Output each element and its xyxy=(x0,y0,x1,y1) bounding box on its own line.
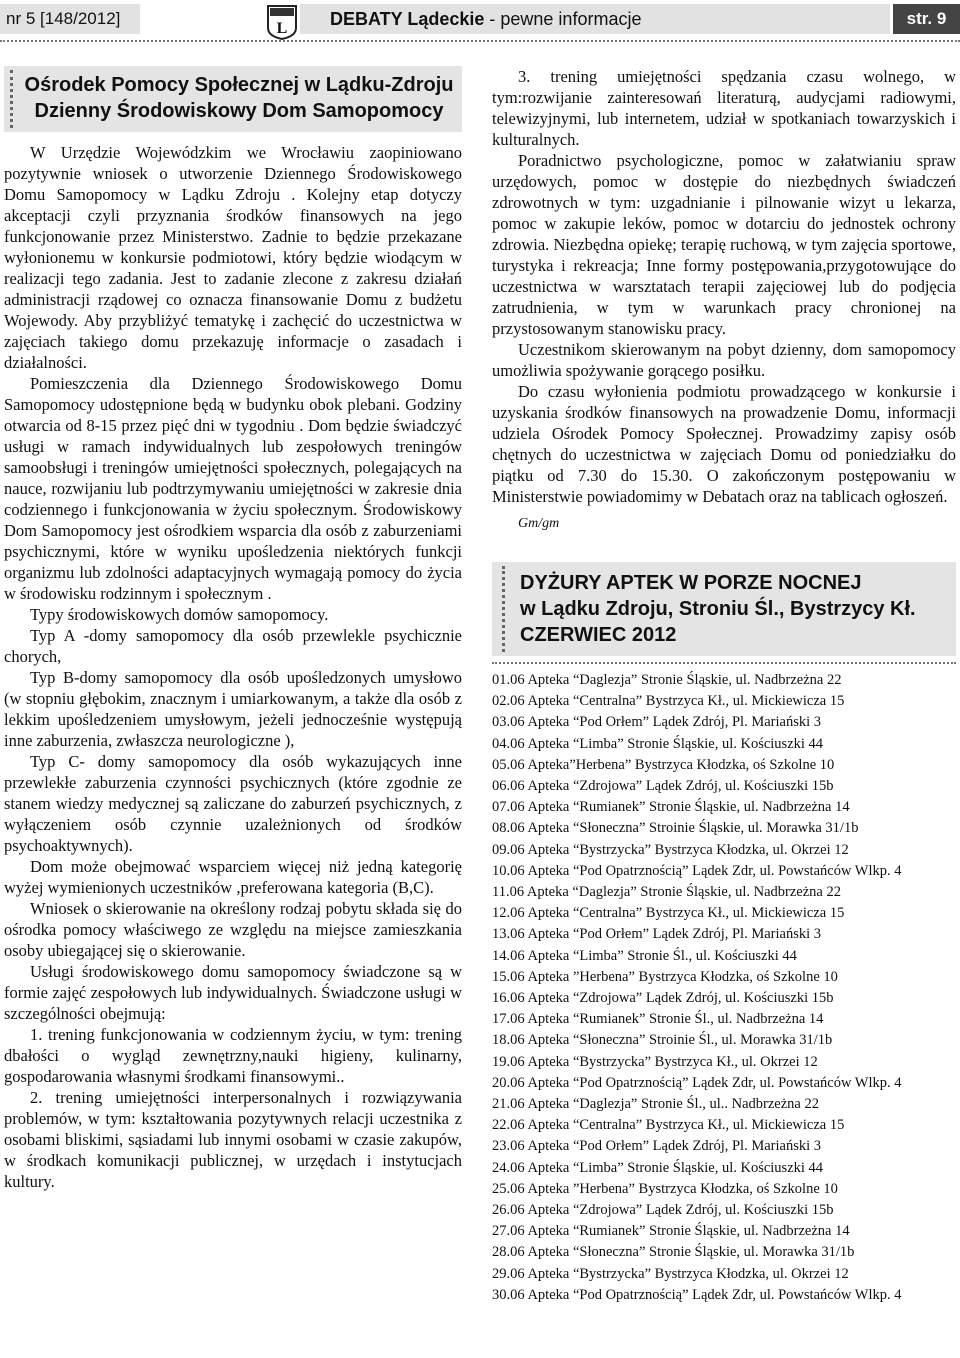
article-body-left xyxy=(4,142,462,1192)
pharmacy-entry: 21.06 Apteka “Daglezja” Stronie Śl., ul.. Nadbrzeżna 22 xyxy=(492,1096,819,1113)
page-number: str. 9 xyxy=(893,4,960,34)
header-divider xyxy=(0,40,960,42)
title-rest: - pewne informacje xyxy=(484,9,642,29)
pharmacy-entry: 29.06 Apteka “Bystrzycka” Bystrzyca Kłodzka, ul. Okrzei 12 xyxy=(492,1265,849,1282)
pharmacy-entry: 05.06 Apteka”Herbena” Bystrzyca Kłodzka, oś Szkolne 10 xyxy=(492,756,835,773)
pharmacy-entry: 27.06 Apteka “Rumianek” Stronie Śląskie, ul. Nadbrzeżna 14 xyxy=(492,1223,850,1240)
newspaper-logo xyxy=(265,2,299,40)
pharmacy-entry: 18.06 Apteka “Słoneczna” Stroinie Śl., ul. Morawka 31/1b xyxy=(492,1032,833,1049)
pharmacy-entry: 30.06 Apteka “Pod Opatrznością” Lądek Zdr, ul. Powstańców Wlkp. 4 xyxy=(492,1286,902,1303)
article-paragraph: Wniosek o skierowanie na określony rodzaj pobytu składa się do ośrodka pomocy właściwego ze względu na miejsce zamieszkania osoby ubiegającej się o skierowanie. xyxy=(4,899,462,960)
article-paragraph: Do czasu wyłonienia podmiotu prowadzącego w konkursie i uzyskania środków finansowych na prowadzenie Domu, informacji udziela Ośrodek Pomocy Społecznej. Prowadzimy zapisy osób chętnych do uczestnictwa w zajęciach Domu od poniedziałku do piątku od 7.30 do 15.30. O zakończonym postępowaniu w Ministerstwie powiadomimy w Debatach oraz na tablicach ogłoszeń. xyxy=(492,382,956,506)
pharmacy-entry: 17.06 Apteka “Rumianek” Stronie Śl., ul. Nadbrzeżna 14 xyxy=(492,1011,824,1028)
newspaper-title xyxy=(300,4,890,34)
pharmacy-entry: 10.06 Apteka “Pod Opatrznością” Lądek Zdr, ul. Powstańców Wlkp. 4 xyxy=(492,862,902,879)
logo-letter: L xyxy=(276,20,288,37)
pharmacy-duty-list xyxy=(492,670,956,1306)
pharmacy-entry: 02.06 Apteka “Centralna” Bystrzyca Kł., ul. Mickiewicza 15 xyxy=(492,693,845,710)
pharmacy-entry: 26.06 Apteka “Zdrojowa” Lądek Zdrój, ul. Kościuszki 15b xyxy=(492,1202,834,1219)
article-paragraph: 1. trening funkcjonowania w codziennym życiu, w tym: trening dbałości o wygląd zewnętrzny,nauki higieny, kulinarny, gospodarowania własnymi środkami finansowymi.. xyxy=(4,1025,462,1086)
pharmacy-entry: 22.06 Apteka “Centralna” Bystrzyca Kł., ul. Mickiewicza 15 xyxy=(492,1117,845,1134)
article-title-line1: Ośrodek Pomocy Społecznej w Lądku-Zdroju xyxy=(24,74,454,96)
pharmacy-entry: 13.06 Apteka “Pod Orłem” Lądek Zdrój, Pl. Mariański 3 xyxy=(492,926,822,943)
right-column xyxy=(492,66,956,1306)
pharmacy-entry: 19.06 Apteka “Bystrzycka” Bystrzyca Kł., ul. Okrzei 12 xyxy=(492,1053,818,1070)
issue-number: nr 5 [148/2012] xyxy=(0,4,140,34)
article-body-right xyxy=(492,66,956,507)
page-header xyxy=(0,0,960,46)
pharmacy-entry: 16.06 Apteka “Zdrojowa” Lądek Zdrój, ul. Kościuszki 15b xyxy=(492,990,834,1007)
article-paragraph: Pomieszczenia dla Dziennego Środowiskowego Domu Samopomocy udostępnione będą w budynku obok plebani. Godziny otwarcia od 8-15 przez pięć dni w tygodniu . Dom będzie świadczyć usługi w ramach indywidualnych lub zespołowych treningów samoobsługi i treningów umiejętności społecznych, polegających na nauce, rozwijaniu lub podtrzymywaniu umiejętności w zakresie dnia codziennego i funkcjonowania w życiu społecznym. Środowiskowy Dom Samopomocy jest ośrodkiem wsparcia dla osób z zaburzeniami psychicznymi, które w wyniku upośledzenia niektórych funkcji organizmu lub zdolności adaptacyjnych wymagają pomocy do życia w środowisku rodzinnym i społecznym . xyxy=(4,374,462,603)
pharmacy-title-line2: w Lądku Zdroju, Stroniu Śl., Bystrzycy Kł. xyxy=(520,598,916,620)
pharmacy-entry: 24.06 Apteka “Limba” Stronie Śląskie, ul. Kościuszki 44 xyxy=(492,1159,824,1176)
article-paragraph: Dom może obejmować wsparciem więcej niż jedną kategorię wyżej wymienionych uczestników ,preferowana kategoria (B,C). xyxy=(4,857,462,897)
article-signature: Gm/gm xyxy=(518,516,560,531)
pharmacy-entry: 01.06 Apteka “Daglezja” Stronie Śląskie, ul. Nadbrzeżna 22 xyxy=(492,672,842,688)
pharmacy-entry: 25.06 Apteka ”Herbena” Bystrzyca Kłodzka, oś Szkolne 10 xyxy=(492,1180,838,1197)
title-bold: DEBATY Lądeckie xyxy=(330,9,485,29)
pharmacy-entry: 14.06 Apteka “Limba” Stronie Śl., ul. Kościuszki 44 xyxy=(492,947,797,964)
article-paragraph: Uczestnikom skierowanym na pobyt dzienny, dom samopomocy umożliwia spożywanie gorącego posiłku. xyxy=(492,340,956,380)
pharmacy-title-line3: CZERWIEC 2012 xyxy=(520,624,677,646)
article-paragraph: Usługi środowiskowego domu samopomocy świadczone są w formie zajęć zespołowych lub indywidualnych. Świadczone usługi w szczególności obejmują: xyxy=(4,962,462,1023)
article-paragraph: W Urzędzie Wojewódzkim we Wrocławiu zaopiniowano pozytywnie wniosek o utworzenie Dziennego Środowiskowego Domu Samopomocy w Lądku Zdroju . Kolejny etap dotyczy akceptacji czyli przyznania środków finansowych na jego funkcjonowanie przez Ministerstwo. Zadnie to będzie przekazane wyłonionemu w konkursie podmiotowi, który będzie wiodącym w realizacji tego zadania. Jest to zadanie zlecone z zakresu działań administracji rządowej co oznacza finansowanie Domu z budżetu Wojewody. Aby przybliżyć tematykę i zachęcić do uczestnictwa w zajęciach takiego domu przekazuję informacje o zasadach i działalności. xyxy=(4,143,462,372)
article-paragraph: Poradnictwo psychologiczne, pomoc w załatwianiu spraw urzędowych, pomoc w dostępie do niezbędnych świadczeń zdrowotnych w tym: uzgadnianie i pilnowanie wizyt u lekarza, pomoc w zakupie leków, pomoc w dotarciu do jednostek ochrony zdrowia. Niezbędna opiekę; terapię ruchową, w tym zajęcia sportowe, turystyka i rekreacja; Inne formy postępowania,przygotowujące do uczestnictwa w warsztatach terapii zajęciowej lub do podjęcia zatrudnienia, w tym w warunkach pracy chronionej na przystosowanym stanowisku pracy. xyxy=(492,151,956,338)
article-paragraph: Typy środowiskowych domów samopomocy. xyxy=(30,605,329,624)
left-column xyxy=(4,66,462,1192)
article-paragraph: Typ C- domy samopomocy dla osób wykazujących inne przewlekłe zaburzenia czynności psychicznych (które zgodnie ze stanem wiedzy medycznej są zaliczane do zaburzeń psychicznych, z wyłączeniem osób czynnie uzależnionych od środków psychoaktywnych). xyxy=(4,752,462,855)
pharmacy-entry: 23.06 Apteka “Pod Orłem” Lądek Zdrój, Pl. Mariański 3 xyxy=(492,1138,822,1155)
pharmacy-title-line1: DYŻURY APTEK W PORZE NOCNEJ xyxy=(520,572,862,594)
article-paragraph: Typ A -domy samopomocy dla osób przewlekle psychicznie chorych, xyxy=(4,626,462,666)
article-paragraph: 3. trening umiejętności spędzania czasu wolnego, w tym:rozwijanie zainteresowań literaturą, audycjami radiowymi, telewizyjnymi, lub internetem, udział w spotkaniach towarzyskich i kulturalnych. xyxy=(492,67,956,149)
pharmacy-entry: 08.06 Apteka “Słoneczna” Stroinie Śląskie, ul. Morawka 31/1b xyxy=(492,820,859,837)
pharmacy-entry: 20.06 Apteka “Pod Opatrznością” Lądek Zdr, ul. Powstańców Wlkp. 4 xyxy=(492,1074,902,1091)
pharmacy-entry: 15.06 Apteka ”Herbena” Bystrzyca Kłodzka, oś Szkolne 10 xyxy=(492,968,838,985)
pharmacy-entry: 09.06 Apteka “Bystrzycka” Bystrzyca Kłodzka, ul. Okrzei 12 xyxy=(492,841,849,858)
article-paragraph: Typ B-domy samopomocy dla osób upośledzonych umysłowo (w stopniu głębokim, znacznym i umiarkowanym, a także dla osób z lekkim upośledzeniem umysłowym, jeżeli jednocześnie występują inne zaburzenia, zwłaszcza neurologiczne ), xyxy=(4,668,462,750)
pharmacy-entry: 28.06 Apteka “Słoneczna” Stronie Śląskie, ul. Morawka 31/1b xyxy=(492,1244,855,1261)
article-title xyxy=(4,66,462,132)
pharmacy-entry: 11.06 Apteka “Daglezja” Stronie Śląskie, ul. Nadbrzeżna 22 xyxy=(492,884,841,901)
pharmacy-entry: 06.06 Apteka “Zdrojowa” Lądek Zdrój, ul. Kościuszki 15b xyxy=(492,778,834,795)
pharmacy-entry: 07.06 Apteka “Rumianek” Stronie Śląskie, ul. Nadbrzeżna 14 xyxy=(492,799,850,816)
pharmacy-entry: 04.06 Apteka “Limba” Stronie Śląskie, ul. Kościuszki 44 xyxy=(492,735,824,752)
pharmacy-entry: 12.06 Apteka “Centralna” Bystrzyca Kł., ul. Mickiewicza 15 xyxy=(492,905,845,922)
article-paragraph: 2. trening umiejętności interpersonalnych i rozwiązywania problemów, w tym: kształtowania pozytywnych relacji uczestnika z osobami bliskimi, sąsiadami lub innymi osobami w czasie zakupów, w środkach komunikacji publicznej, w urzędach i instytucjach kultury. xyxy=(4,1088,462,1191)
pharmacy-entry: 03.06 Apteka “Pod Orłem” Lądek Zdrój, Pl. Mariański 3 xyxy=(492,714,822,731)
pharmacy-duty-title xyxy=(492,562,956,656)
article-title-line2: Dzienny Środowiskowy Dom Samopomocy xyxy=(34,100,444,122)
